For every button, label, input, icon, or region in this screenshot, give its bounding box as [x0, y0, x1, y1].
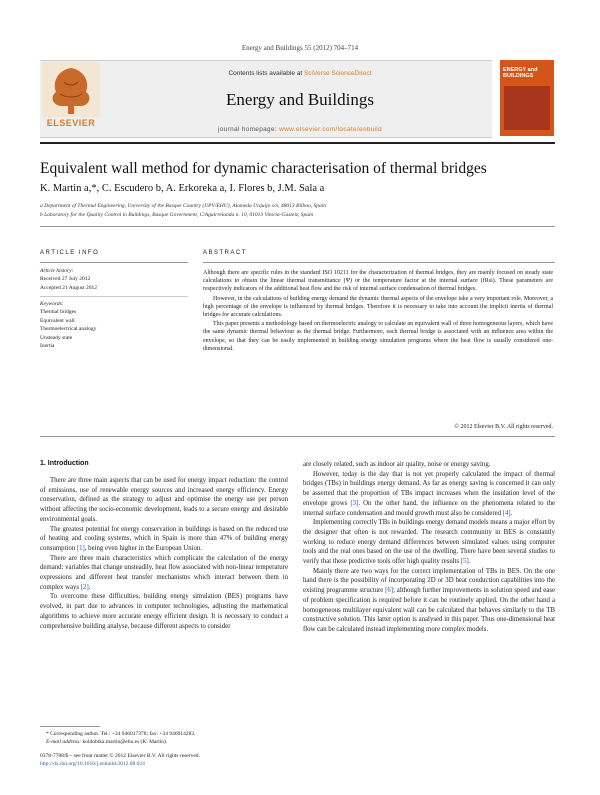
- homepage-link[interactable]: www.elsevier.com/locate/enbuild: [279, 126, 382, 133]
- journal-citation: Energy and Buildings 55 (2012) 704–714: [241, 44, 359, 52]
- abstract-paragraph: However, in the calculations of building energy demand the dynamic thermal aspects of the envelope take a very important role. Moreover, a high percentage of the envelope is influenced by thermal bridges. Therefore it is necessary to take into account the implicit inertia of thermal bridges for accurate calculations.: [203, 295, 553, 319]
- body-paragraph: Mainly there are two ways for the correct implementation of TBs in BES. On the one hand there is the possibility of incorporating 2D or 3D heat conduction capabilities into the existing programme structure [6]; although further improvements in solution speed and ease of problem specification is required before it can be routinely applied. On the other hand a homogeneous multilayer equivalent wall can be calculated that behaves similarly to the TB constructive solution. This latter option is analysed in this paper. Thus one-dimensional heat flow can be calculated instead implementing more complex models.: [303, 567, 555, 633]
- keyword-item: Thermal bridges: [40, 309, 77, 316]
- contents-line: [110, 70, 490, 77]
- article-info-rule: [40, 262, 188, 263]
- keywords-rule: [40, 296, 188, 297]
- right-column: [303, 460, 555, 635]
- abstract-paragraph: Although there are specific rules in the standard ISO 10211 for the characterization of thermal bridges, they are mainly focused on steady state calculations to obtain the linear thermal transmittance (Ψ) or the temperature factor at the internal surface (fRsi). These parameters are respectively indicators of the additional heat flow and the risk of internal surface condensation of thermal bridges.: [203, 270, 553, 293]
- keywords-block: [40, 300, 188, 350]
- citation-link[interactable]: [6]: [385, 587, 394, 595]
- history-label: Article history:: [40, 268, 74, 274]
- keywords-label: Keywords:: [40, 301, 64, 307]
- affiliation-b: b Laboratory for the Quality Control in Buildings, Basque Government, C/Aguirrelanda n. 10, 01013 Vitoria-Gasteiz, Spain: [40, 212, 314, 218]
- citation-link[interactable]: [5]: [460, 558, 469, 566]
- keyword-item: Equivalent wall: [40, 317, 75, 324]
- email-address[interactable]: koldobika.martin@ehu.es (K. Martin).: [82, 739, 168, 745]
- abstract-paragraph: This paper presents a methodology based on thermoelectric analogy to calculate an equivalent wall of three homogeneous layers, which have the same dynamic thermal behaviour as the thermal bridge. Furthermore, each thermal bridge is associated with an influence area within the envelope, so that they can be easily implemented in building energy simulation programs where the heat flow is usually considered one-dimensional.: [203, 321, 553, 352]
- body-paragraph: There are three main characteristics which complicate the calculation of the energy demand: variables that change unsteadily, heat flow associated with non-linear temperature expressions and different heat transfer mechanisms which interact between them in complex ways [2].: [40, 554, 288, 591]
- citation-link[interactable]: [2]: [80, 583, 89, 591]
- citation-link[interactable]: [4]: [502, 509, 511, 517]
- cover-title: ENERGY and BUILDINGS: [503, 67, 538, 79]
- issn-line: 0378-7788/$ – see front matter © 2012 Elsevier B.V. All rights reserved.: [40, 753, 200, 759]
- abstract-heading: ABSTRACT: [203, 250, 248, 256]
- accepted-date: Accepted 21 August 2012: [40, 284, 97, 291]
- left-column: [40, 476, 288, 631]
- article-title: Equivalent wall method for dynamic characterisation of thermal bridges: [40, 160, 487, 177]
- footnote-rule: [40, 726, 100, 727]
- homepage-prefix: journal homepage:: [218, 126, 280, 133]
- affiliation-divider: [40, 226, 555, 227]
- author-list: K. Martin a,*, C. Escudero b, A. Erkoreka a, I. Flores b, J.M. Sala a: [40, 183, 325, 194]
- cover-artwork: [504, 86, 550, 130]
- body-paragraph: There are three main aspects that can be used for energy impact reduction: the control of emissions, use of renewable energy sources and increased energy efficiency. Energy conservation, defined as the strategy to adjust and optimise the energy use per person without affecting the socio-economic development, leads to a secure energy and desirable environmental goals.: [40, 477, 288, 523]
- section-heading-introduction: 1. Introduction: [40, 460, 89, 467]
- abstract-copyright: © 2012 Elsevier B.V. All rights reserved.: [454, 424, 553, 430]
- contents-prefix: Contents lists available at: [228, 70, 304, 77]
- body-paragraph: To overcome these difficulties, building energy simulation (BES) programs have evolved, in part due to advances in computer technologies, adjusting the mathematical algorithms to achieve more accurate energy efficient design. It is necessary to conduct a comprehensive building analyse, because different aspects to consider: [40, 593, 288, 630]
- abstract-rule: [203, 262, 555, 263]
- body-paragraph: are closely related, such as indoor air quality, noise or energy saving.: [303, 461, 491, 468]
- journal-homepage: [110, 126, 490, 133]
- keyword-item: Inertia: [40, 343, 55, 350]
- body-paragraph: Implementing correctly TBs in buildings energy demand models means a major effort by the designer that often is not rewarded. The research community in BES is constantly working to reduce energy demand differences between simulated values using computer tools and the real ones based on the use of the dwelling. There have been several studies to verify that these predictive tools offer high quality results [5].: [303, 519, 555, 566]
- sciverse-link[interactable]: SciVerse ScienceDirect: [303, 70, 372, 77]
- received-date: Received 27 July 2012: [40, 276, 91, 283]
- affiliation-a: a Department of Thermal Engineering, University of the Basque Country (UPV/EHU), Alameda Urquijo s/n, 48013 Bilbao, Spain: [40, 203, 326, 209]
- abstract-bottom-rule: [40, 436, 555, 437]
- keyword-item: Thermoelectrical analogy: [40, 326, 97, 333]
- abstract-body: [203, 269, 553, 354]
- header-divider: [40, 142, 555, 144]
- body-paragraph: The greatest potential for energy conservation in buildings is based on the reduced use of heating and cooling systems, which in Spain is more than 47% of building energy consumption [1], being even higher in the European Union.: [40, 525, 288, 552]
- article-info-heading: ARTICLE INFO: [40, 250, 100, 256]
- journal-title: Energy and Buildings: [226, 90, 374, 109]
- issn-block: [40, 752, 288, 768]
- corresponding-author: * Corresponding author. Tel.: +34 946017378; fax: +34 946014283.: [46, 731, 196, 737]
- footnote-block: [46, 730, 288, 746]
- doi-link[interactable]: http://dx.doi.org/10.1016/j.enbuild.2012.08.024: [40, 761, 145, 767]
- email-line: E-mail address: koldobika.martin@ehu.es (K. Martin).: [46, 739, 168, 745]
- body-paragraph: However, today is the day that is not yet properly calculated the impact of thermal bridges (TBs) in buildings energy demand. As far as energy saving is concerned it can only be asserted that the proportion of TBs impact increases when the insulation level of the envelope grows [3]. On the other hand, the influence on the phenomena related to the internal surface condensation and mould growth must also be considered [4].: [303, 470, 555, 517]
- elsevier-wordmark: ELSEVIER: [46, 118, 96, 128]
- keyword-item: Unsteady state: [40, 334, 73, 341]
- citation-link[interactable]: [3]: [350, 499, 359, 507]
- article-history: [40, 267, 188, 292]
- citation-link[interactable]: [1]: [76, 544, 85, 552]
